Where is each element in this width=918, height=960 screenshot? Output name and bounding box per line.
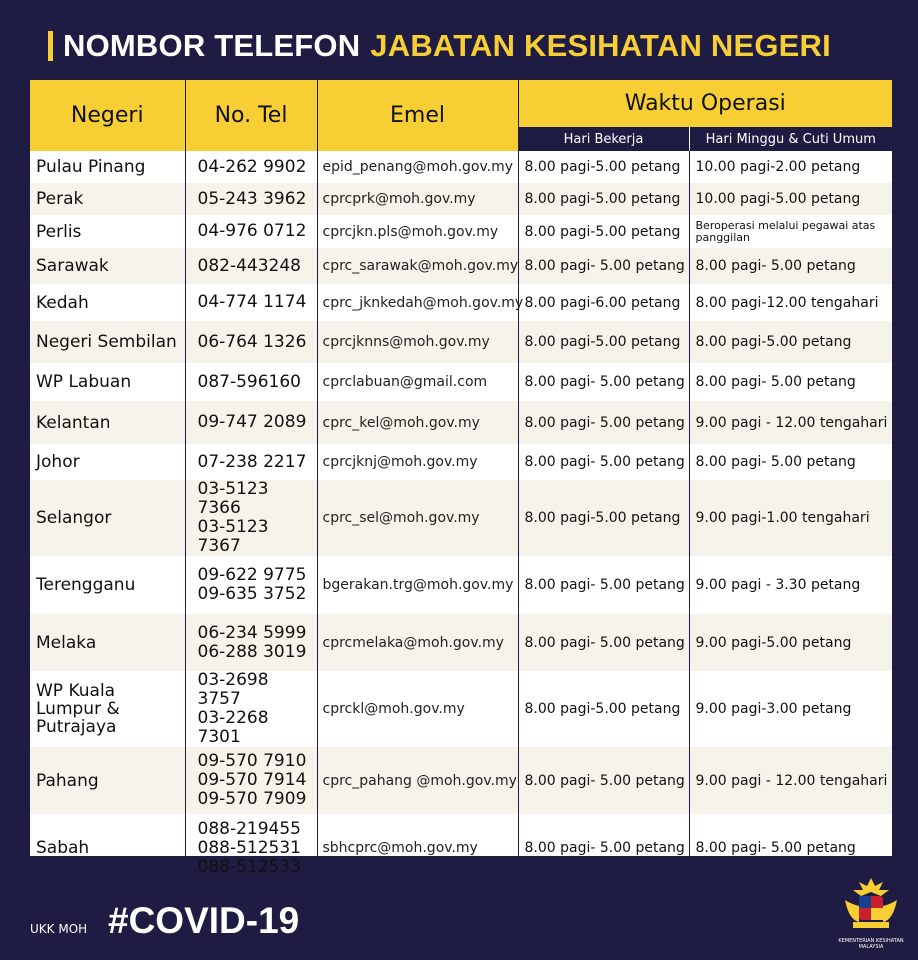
phone-number[interactable]: 07-238 2217 [197, 451, 307, 472]
tel-cell [185, 401, 317, 444]
table-row [30, 363, 892, 401]
hashtag: #COVID-19 [108, 900, 300, 941]
email-cell[interactable]: cprcjknns@moh.gov.my [317, 321, 518, 363]
phone-number[interactable]: 088-219455 [197, 818, 301, 839]
table-row [30, 444, 892, 480]
weekday-hours-cell: 8.00 pagi- 5.00 petang [518, 444, 689, 480]
table-row [30, 747, 892, 814]
ministry-logo [834, 876, 908, 952]
contacts-table-container [30, 80, 892, 877]
weekend-hours-cell: 9.00 pagi-3.00 petang [695, 701, 852, 717]
weekend-hours-cell: 9.00 pagi - 12.00 tengahari [689, 747, 892, 814]
table-row [30, 401, 892, 444]
contacts-table [30, 80, 892, 882]
tel-cell [185, 556, 317, 614]
email-cell[interactable]: cprc_sarawak@moh.gov.my [317, 248, 518, 284]
weekend-hours-cell: 10.00 pagi-5.00 petang [689, 183, 892, 215]
phone-number[interactable]: 09-570 7914 [197, 770, 307, 790]
weekend-hours-cell: 9.00 pagi - 3.30 petang [695, 577, 861, 593]
email-cell[interactable]: bgerakan.trg@moh.gov.my [317, 556, 518, 614]
title-accent-bar [48, 31, 53, 61]
state-cell: Sabah [30, 814, 185, 882]
email-cell[interactable]: cprcjknj@moh.gov.my [317, 444, 518, 480]
tel-cell [185, 444, 317, 480]
coat-of-arms-icon [839, 876, 903, 932]
state-cell: Sarawak [30, 248, 185, 284]
email-cell[interactable]: cprc_jknkedah@moh.gov.my [317, 284, 518, 321]
weekend-hours-cell: 10.00 pagi-2.00 petang [695, 159, 861, 175]
table-row [30, 321, 892, 363]
weekday-hours-cell: 8.00 pagi-5.00 petang [518, 183, 689, 215]
tel-cell [185, 363, 317, 401]
source-label: UKK MOH [30, 922, 88, 936]
weekday-hours-cell: 8.00 pagi- 5.00 petang [518, 248, 689, 284]
weekend-hours-cell: 9.00 pagi-1.00 tengahari [689, 480, 892, 556]
weekend-hours-cell: 8.00 pagi- 5.00 petang [689, 248, 892, 284]
logo-caption: KEMENTERIAN KESIHATAN MALAYSIA [838, 938, 904, 950]
phone-number[interactable]: 06-764 1326 [197, 331, 307, 352]
weekday-hours-cell: 8.00 pagi- 5.00 petang [518, 747, 689, 814]
tel-cell [185, 284, 317, 321]
state-cell: Pahang [30, 747, 185, 814]
phone-number[interactable]: 09-635 3752 [197, 584, 307, 604]
email-cell[interactable]: cprcmelaka@moh.gov.my [317, 614, 518, 671]
phone-number[interactable]: 04-262 9902 [197, 156, 307, 177]
table-row [30, 248, 892, 284]
state-cell: WP Kuala Lumpur & Putrajaya [30, 671, 185, 747]
email-cell[interactable]: cprc_sel@moh.gov.my [317, 480, 518, 556]
email-cell[interactable]: cprckl@moh.gov.my [317, 671, 518, 747]
weekend-hours-cell: 8.00 pagi-12.00 tengahari [695, 294, 879, 311]
phone-number[interactable]: 03-2268 7301 [197, 708, 269, 747]
weekend-hours-cell: 8.00 pagi- 5.00 petang [695, 840, 856, 856]
weekend-hours-cell: 8.00 pagi-5.00 petang [689, 321, 892, 363]
weekday-hours-cell: 8.00 pagi-6.00 petang [518, 284, 689, 321]
tel-cell [185, 321, 317, 363]
phone-number[interactable]: 03-5123 7367 [197, 517, 269, 556]
weekend-hours-cell [689, 215, 892, 248]
state-cell: Melaka [30, 614, 185, 671]
table-row [30, 151, 892, 183]
email-cell[interactable]: cprclabuan@gmail.com [317, 363, 518, 401]
title-prefix: NOMBOR TELEFON [63, 28, 361, 63]
tel-cell [185, 480, 317, 556]
phone-number[interactable]: 06-234 5999 [197, 622, 307, 643]
tel-cell [185, 215, 317, 248]
weekday-hours-cell: 8.00 pagi-5.00 petang [518, 151, 689, 183]
table-row [30, 814, 892, 882]
state-cell: Kedah [30, 284, 185, 321]
weekday-hours-cell: 8.00 pagi- 5.00 petang [518, 814, 689, 882]
state-cell: Perak [30, 183, 185, 215]
email-cell[interactable]: cprcprk@moh.gov.my [317, 183, 518, 215]
phone-number[interactable]: 09-747 2089 [197, 412, 307, 432]
page-title [48, 24, 831, 68]
tel-cell [185, 183, 317, 215]
phone-number[interactable]: 04-774 1174 [197, 292, 307, 312]
phone-number[interactable]: 06-288 3019 [197, 641, 307, 662]
weekday-hours-cell: 8.00 pagi-5.00 petang [518, 671, 689, 747]
header-email: Emel [317, 80, 518, 151]
phone-number[interactable]: 09-570 7910 [197, 751, 307, 771]
state-cell: Terengganu [30, 556, 185, 614]
header-state: Negeri [30, 80, 185, 151]
state-cell: Negeri Sembilan [30, 321, 185, 363]
state-cell: Pulau Pinang [30, 151, 185, 183]
email-cell[interactable]: cprc_kel@moh.gov.my [317, 401, 518, 444]
phone-number[interactable]: 03-2698 3757 [197, 670, 269, 709]
weekday-hours-cell: 8.00 pagi-5.00 petang [518, 480, 689, 556]
tel-cell [185, 671, 317, 747]
weekday-hours-cell: 8.00 pagi-5.00 petang [518, 321, 689, 363]
header-weekday: Hari Bekerja [518, 127, 689, 151]
table-row [30, 215, 892, 248]
state-cell: Kelantan [30, 401, 185, 444]
phone-number[interactable]: 088-512531 [197, 837, 301, 858]
phone-number[interactable]: 03-5123 7366 [197, 479, 269, 518]
weekday-hours-cell: 8.00 pagi- 5.00 petang [518, 556, 689, 614]
weekday-hours-cell: 8.00 pagi- 5.00 petang [518, 401, 689, 444]
weekend-hours-cell: 9.00 pagi-5.00 petang [689, 614, 892, 671]
phone-number[interactable]: 09-570 7909 [197, 789, 307, 809]
tel-cell [185, 614, 317, 671]
phone-number[interactable]: 082-443248 [197, 255, 301, 276]
header-weekend: Hari Minggu & Cuti Umum [689, 127, 892, 151]
header-tel: No. Tel [185, 80, 317, 151]
table-row [30, 671, 892, 747]
state-cell: Johor [30, 444, 185, 480]
weekend-hours-cell: 8.00 pagi- 5.00 petang [695, 454, 856, 470]
email-cell[interactable]: cprcjkn.pls@moh.gov.my [317, 215, 518, 248]
state-cell: Perlis [30, 215, 185, 248]
state-cell: WP Labuan [30, 363, 185, 401]
weekday-hours-cell: 8.00 pagi- 5.00 petang [518, 614, 689, 671]
table-row [30, 284, 892, 321]
header-hours: Waktu Operasi [518, 80, 892, 127]
email-cell[interactable]: epid_penang@moh.gov.my [317, 151, 518, 183]
phone-number[interactable]: 05-243 3962 [197, 188, 307, 209]
tel-cell [185, 248, 317, 284]
phone-number[interactable]: 088-512533 [197, 856, 301, 877]
email-cell[interactable]: cprc_pahang @moh.gov.my [317, 747, 518, 814]
weekend-hours-cell: 9.00 pagi - 12.00 tengahari [689, 401, 892, 444]
weekday-hours-cell: 8.00 pagi-5.00 petang [518, 215, 689, 248]
table-row [30, 183, 892, 215]
tel-cell [185, 814, 317, 882]
phone-number[interactable]: 04-976 0712 [197, 221, 307, 241]
tel-cell [185, 151, 317, 183]
table-row [30, 556, 892, 614]
tel-cell [185, 747, 317, 814]
weekday-hours-cell: 8.00 pagi- 5.00 petang [518, 363, 689, 401]
phone-number[interactable]: 087-596160 [197, 371, 301, 392]
weekend-hours-note: Beroperasi melalui pegawai atas panggilan [695, 218, 876, 244]
title-highlight: JABATAN KESIHATAN NEGERI [370, 28, 831, 63]
phone-number[interactable]: 09-622 9775 [197, 565, 307, 585]
email-cell[interactable]: sbhcprc@moh.gov.my [317, 814, 518, 882]
table-row [30, 614, 892, 671]
weekend-hours-cell: 8.00 pagi- 5.00 petang [695, 374, 856, 390]
table-row [30, 480, 892, 556]
state-cell: Selangor [30, 480, 185, 556]
